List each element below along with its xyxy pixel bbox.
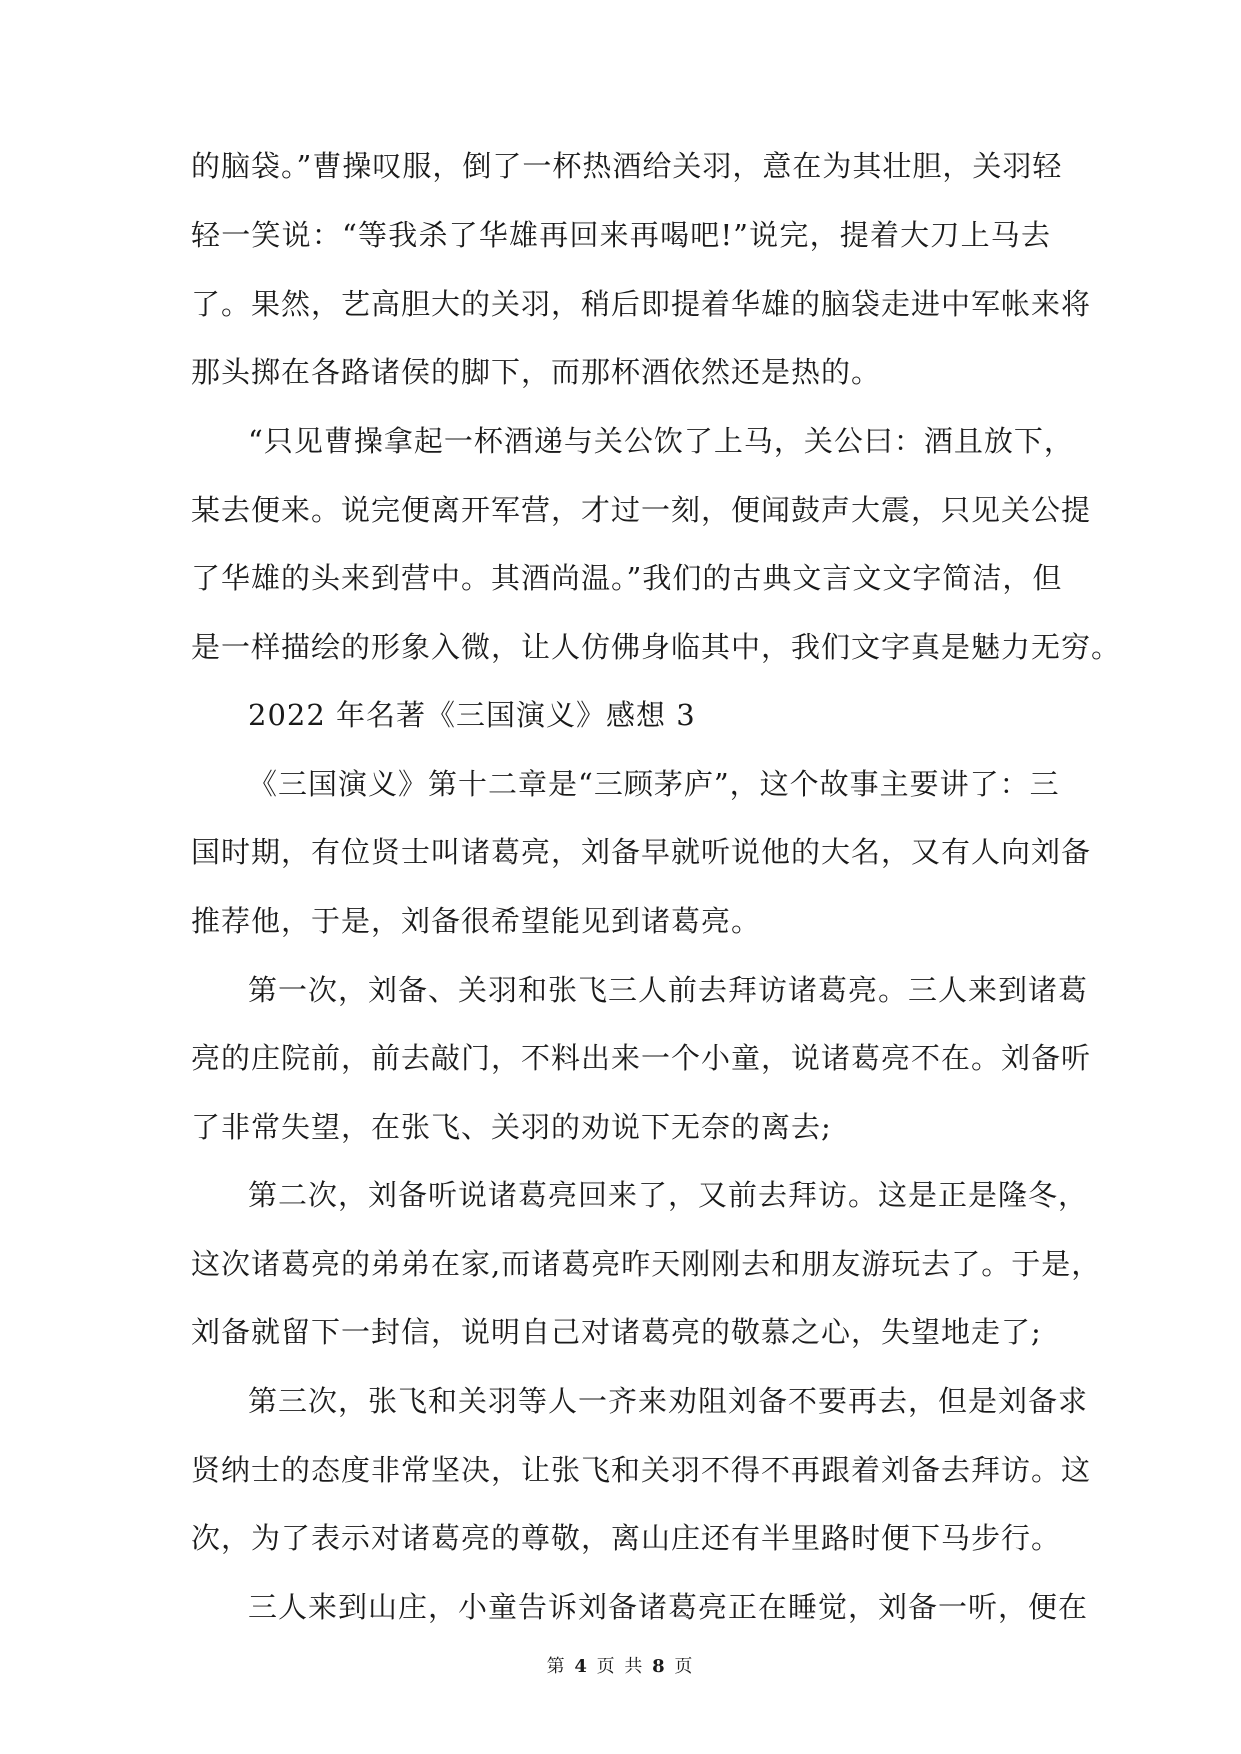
paragraph-2-line-3: 了华雄的头来到营中。其酒尚温。”我们的古典文言文文字简洁，但	[191, 561, 1063, 595]
paragraph-3-line-1: 《三国演义》第十二章是“三顾茅庐”，这个故事主要讲了：三	[248, 767, 1060, 801]
paragraph-3-line-2: 国时期，有位贤士叫诸葛亮，刘备早就听说他的大名，又有人向刘备	[191, 835, 1092, 869]
paragraph-1-line-3: 了。果然，艺高胆大的关羽，稍后即提着华雄的脑袋走进中军帐来将	[191, 287, 1092, 321]
paragraph-4-line-3: 了非常失望，在张飞、关羽的劝说下无奈的离去;	[191, 1110, 832, 1144]
paragraph-6-line-1: 第三次，张飞和关羽等人一齐来劝阻刘备不要再去，但是刘备求	[248, 1384, 1089, 1418]
section-heading: 2022 年名著《三国演义》感想 3	[248, 698, 696, 732]
footer-middle: 页 共	[596, 1656, 645, 1677]
footer-suffix: 页	[674, 1656, 695, 1677]
paragraph-5-line-1: 第二次，刘备听说诸葛亮回来了，又前去拜访。这是正是隆冬，	[248, 1178, 1089, 1212]
paragraph-1-line-4: 那头掷在各路诸侯的脚下，而那杯酒依然还是热的。	[191, 355, 882, 389]
paragraph-1-line-2: 轻一笑说：“等我杀了华雄再回来再喝吧!”说完，提着大刀上马去	[191, 218, 1051, 252]
paragraph-6-line-3: 次，为了表示对诸葛亮的尊敬，离山庄还有半里路时便下马步行。	[191, 1521, 1062, 1555]
paragraph-5-line-3: 刘备就留下一封信，说明自己对诸葛亮的敬慕之心，失望地走了;	[191, 1315, 1042, 1349]
footer-current-page: 4	[574, 1656, 589, 1677]
paragraph-2-line-4: 是一样描绘的形象入微，让人仿佛身临其中，我们文字真是魅力无穷。	[191, 630, 1122, 664]
page-footer	[0, 1655, 1241, 1679]
footer-total-pages: 8	[652, 1656, 667, 1677]
paragraph-5-line-2: 这次诸葛亮的弟弟在家,而诸葛亮昨天刚刚去和朋友游玩去了。于是，	[191, 1247, 1102, 1281]
paragraph-2-line-2: 某去便来。说完便离开军营，才过一刻，便闻鼓声大震，只见关公提	[191, 493, 1092, 527]
paragraph-6-line-2: 贤纳士的态度非常坚决，让张飞和关羽不得不再跟着刘备去拜访。这	[191, 1453, 1092, 1487]
paragraph-3-line-3: 推荐他，于是，刘备很希望能见到诸葛亮。	[191, 904, 762, 938]
paragraph-7-line-1: 三人来到山庄，小童告诉刘备诸葛亮正在睡觉，刘备一听，便在	[248, 1590, 1089, 1624]
paragraph-2-line-1: “只见曹操拿起一杯酒递与关公饮了上马，关公曰：酒且放下，	[248, 424, 1074, 458]
paragraph-1-line-1: 的脑袋。”曹操叹服，倒了一杯热酒给关羽，意在为其壮胆，关羽轻	[191, 149, 1063, 183]
paragraph-4-line-2: 亮的庄院前，前去敲门，不料出来一个小童，说诸葛亮不在。刘备听	[191, 1041, 1092, 1075]
paragraph-4-line-1: 第一次，刘备、关羽和张飞三人前去拜访诸葛亮。三人来到诸葛	[248, 973, 1089, 1007]
footer-prefix: 第	[546, 1656, 567, 1677]
